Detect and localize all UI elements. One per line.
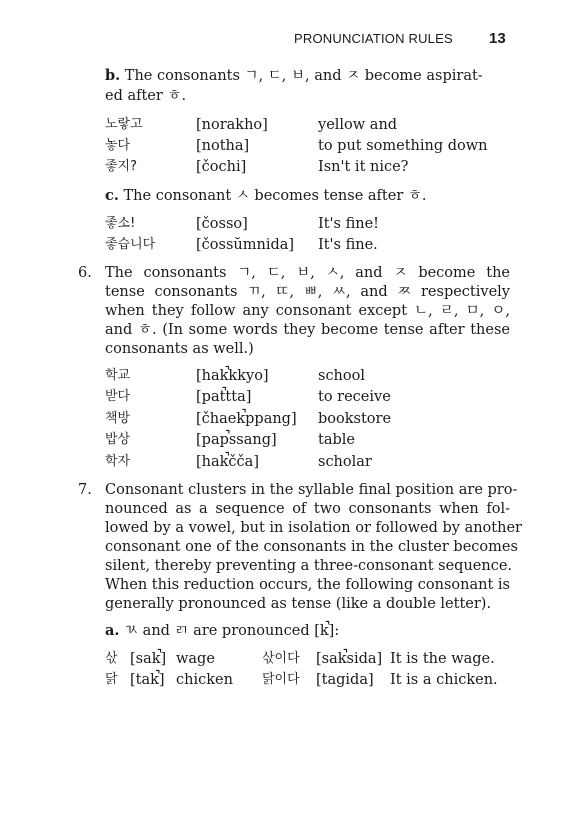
example-gloss: It is the wage. — [390, 651, 495, 667]
example-romanization: [hak̚kkyo] — [196, 368, 269, 384]
rule-5b-text-1: The consonants ㄱ, ㄷ, ㅂ, and ㅈ become aspirat- — [124, 68, 483, 84]
example-korean: 밥상 — [105, 432, 131, 447]
example-romanization: [sak̚sida] — [316, 651, 383, 667]
example-romanization: [pap̚ssang] — [196, 432, 277, 448]
example-korean: 닭이다 — [262, 672, 300, 687]
page-number: 13 — [489, 30, 506, 47]
rule-7-line: Consonant clusters in the syllable final position are pro- — [105, 482, 518, 498]
example-korean: 학자 — [105, 454, 131, 469]
example-gloss: to receive — [318, 389, 391, 405]
example-korean: 노랗고 — [105, 117, 143, 132]
example-gloss: yellow and — [318, 117, 398, 133]
example-korean: 좋소! — [105, 216, 136, 231]
example-romanization: [čhaek̚ppang] — [196, 411, 297, 427]
rule-6-line: and ㅎ. (In some words they become tense after these — [105, 322, 510, 338]
example-gloss: It's fine! — [318, 216, 380, 232]
example-romanization: [sak̚] — [130, 651, 167, 667]
example-gloss: It's fine. — [318, 237, 378, 253]
rule-7-number: 7. — [78, 482, 92, 498]
rule-5b-line-2: ed after ㅎ. — [105, 88, 187, 104]
example-korean: 닭 — [105, 672, 118, 687]
example-gloss: school — [318, 368, 365, 384]
rule-7a-line — [105, 621, 339, 641]
rule-5b-line-1 — [105, 66, 483, 86]
example-korean: 삯이다 — [262, 651, 300, 666]
rule-6-line: The consonants ㄱ, ㄷ, ㅂ, ㅅ, and ㅈ become the — [105, 265, 510, 281]
example-romanization: [čossŭmnida] — [196, 237, 295, 253]
example-gloss: to put something down — [318, 138, 488, 154]
rule-7-line: generally pronounced as tense (like a double letter). — [105, 596, 492, 612]
example-korean: 좋습니다 — [105, 237, 156, 252]
example-gloss: scholar — [318, 454, 372, 470]
rule-7-line: lowed by a vowel, but in isolation or followed by another — [105, 520, 522, 536]
example-romanization: [hak̚čča] — [196, 454, 259, 470]
rule-5c-label: c. — [105, 187, 119, 204]
example-korean: 놓다 — [105, 138, 131, 153]
rule-7-line: consonant one of the consonants in the cluster becomes — [105, 539, 518, 555]
running-header — [0, 30, 579, 50]
rule-7-line: nounced as a sequence of two consonants when fol- — [105, 501, 510, 517]
rule-5c-text: The consonant ㅅ becomes tense after ㅎ. — [123, 188, 427, 204]
example-gloss: chicken — [176, 672, 233, 688]
example-korean: 책방 — [105, 411, 131, 426]
rule-6-line: tense consonants ㄲ, ㄸ, ㅃ, ㅆ, and ㅉ respectively — [105, 284, 510, 300]
example-gloss: wage — [176, 651, 215, 667]
example-gloss: bookstore — [318, 411, 392, 427]
rule-5b-label: b. — [105, 67, 121, 84]
example-romanization: [čochi] — [196, 159, 247, 175]
example-gloss: It is a chicken. — [390, 672, 498, 688]
example-romanization: [norakho] — [196, 117, 268, 133]
rule-7a-text: ㄳ and ㄺ are pronounced [k̚]: — [124, 623, 340, 639]
example-korean: 학교 — [105, 368, 131, 383]
example-romanization: [čosso] — [196, 216, 248, 232]
rule-7-line: When this reduction occurs, the following consonant is — [105, 577, 510, 593]
example-korean: 삯 — [105, 651, 118, 666]
running-title: PRONUNCIATION RULES — [294, 31, 453, 46]
rule-7-line: silent, thereby preventing a three-consonant sequence. — [105, 558, 513, 574]
example-romanization: [tak̚] — [130, 672, 165, 688]
rule-6-line: when they follow any consonant except ㄴ, ㄹ, ㅁ, ㅇ, — [105, 303, 510, 319]
rule-6-line: consonants as well.) — [105, 341, 254, 357]
example-romanization: [tagida] — [316, 672, 374, 688]
example-korean: 좋지? — [105, 159, 138, 174]
example-korean: 받다 — [105, 389, 131, 404]
example-gloss: table — [318, 432, 355, 448]
rule-5c-line — [105, 186, 426, 206]
example-romanization: [pat̚tta] — [196, 389, 252, 405]
example-gloss: Isn't it nice? — [318, 159, 409, 175]
example-romanization: [notha] — [196, 138, 250, 154]
rule-6-number: 6. — [78, 265, 92, 281]
rule-7a-label: a. — [105, 622, 120, 639]
